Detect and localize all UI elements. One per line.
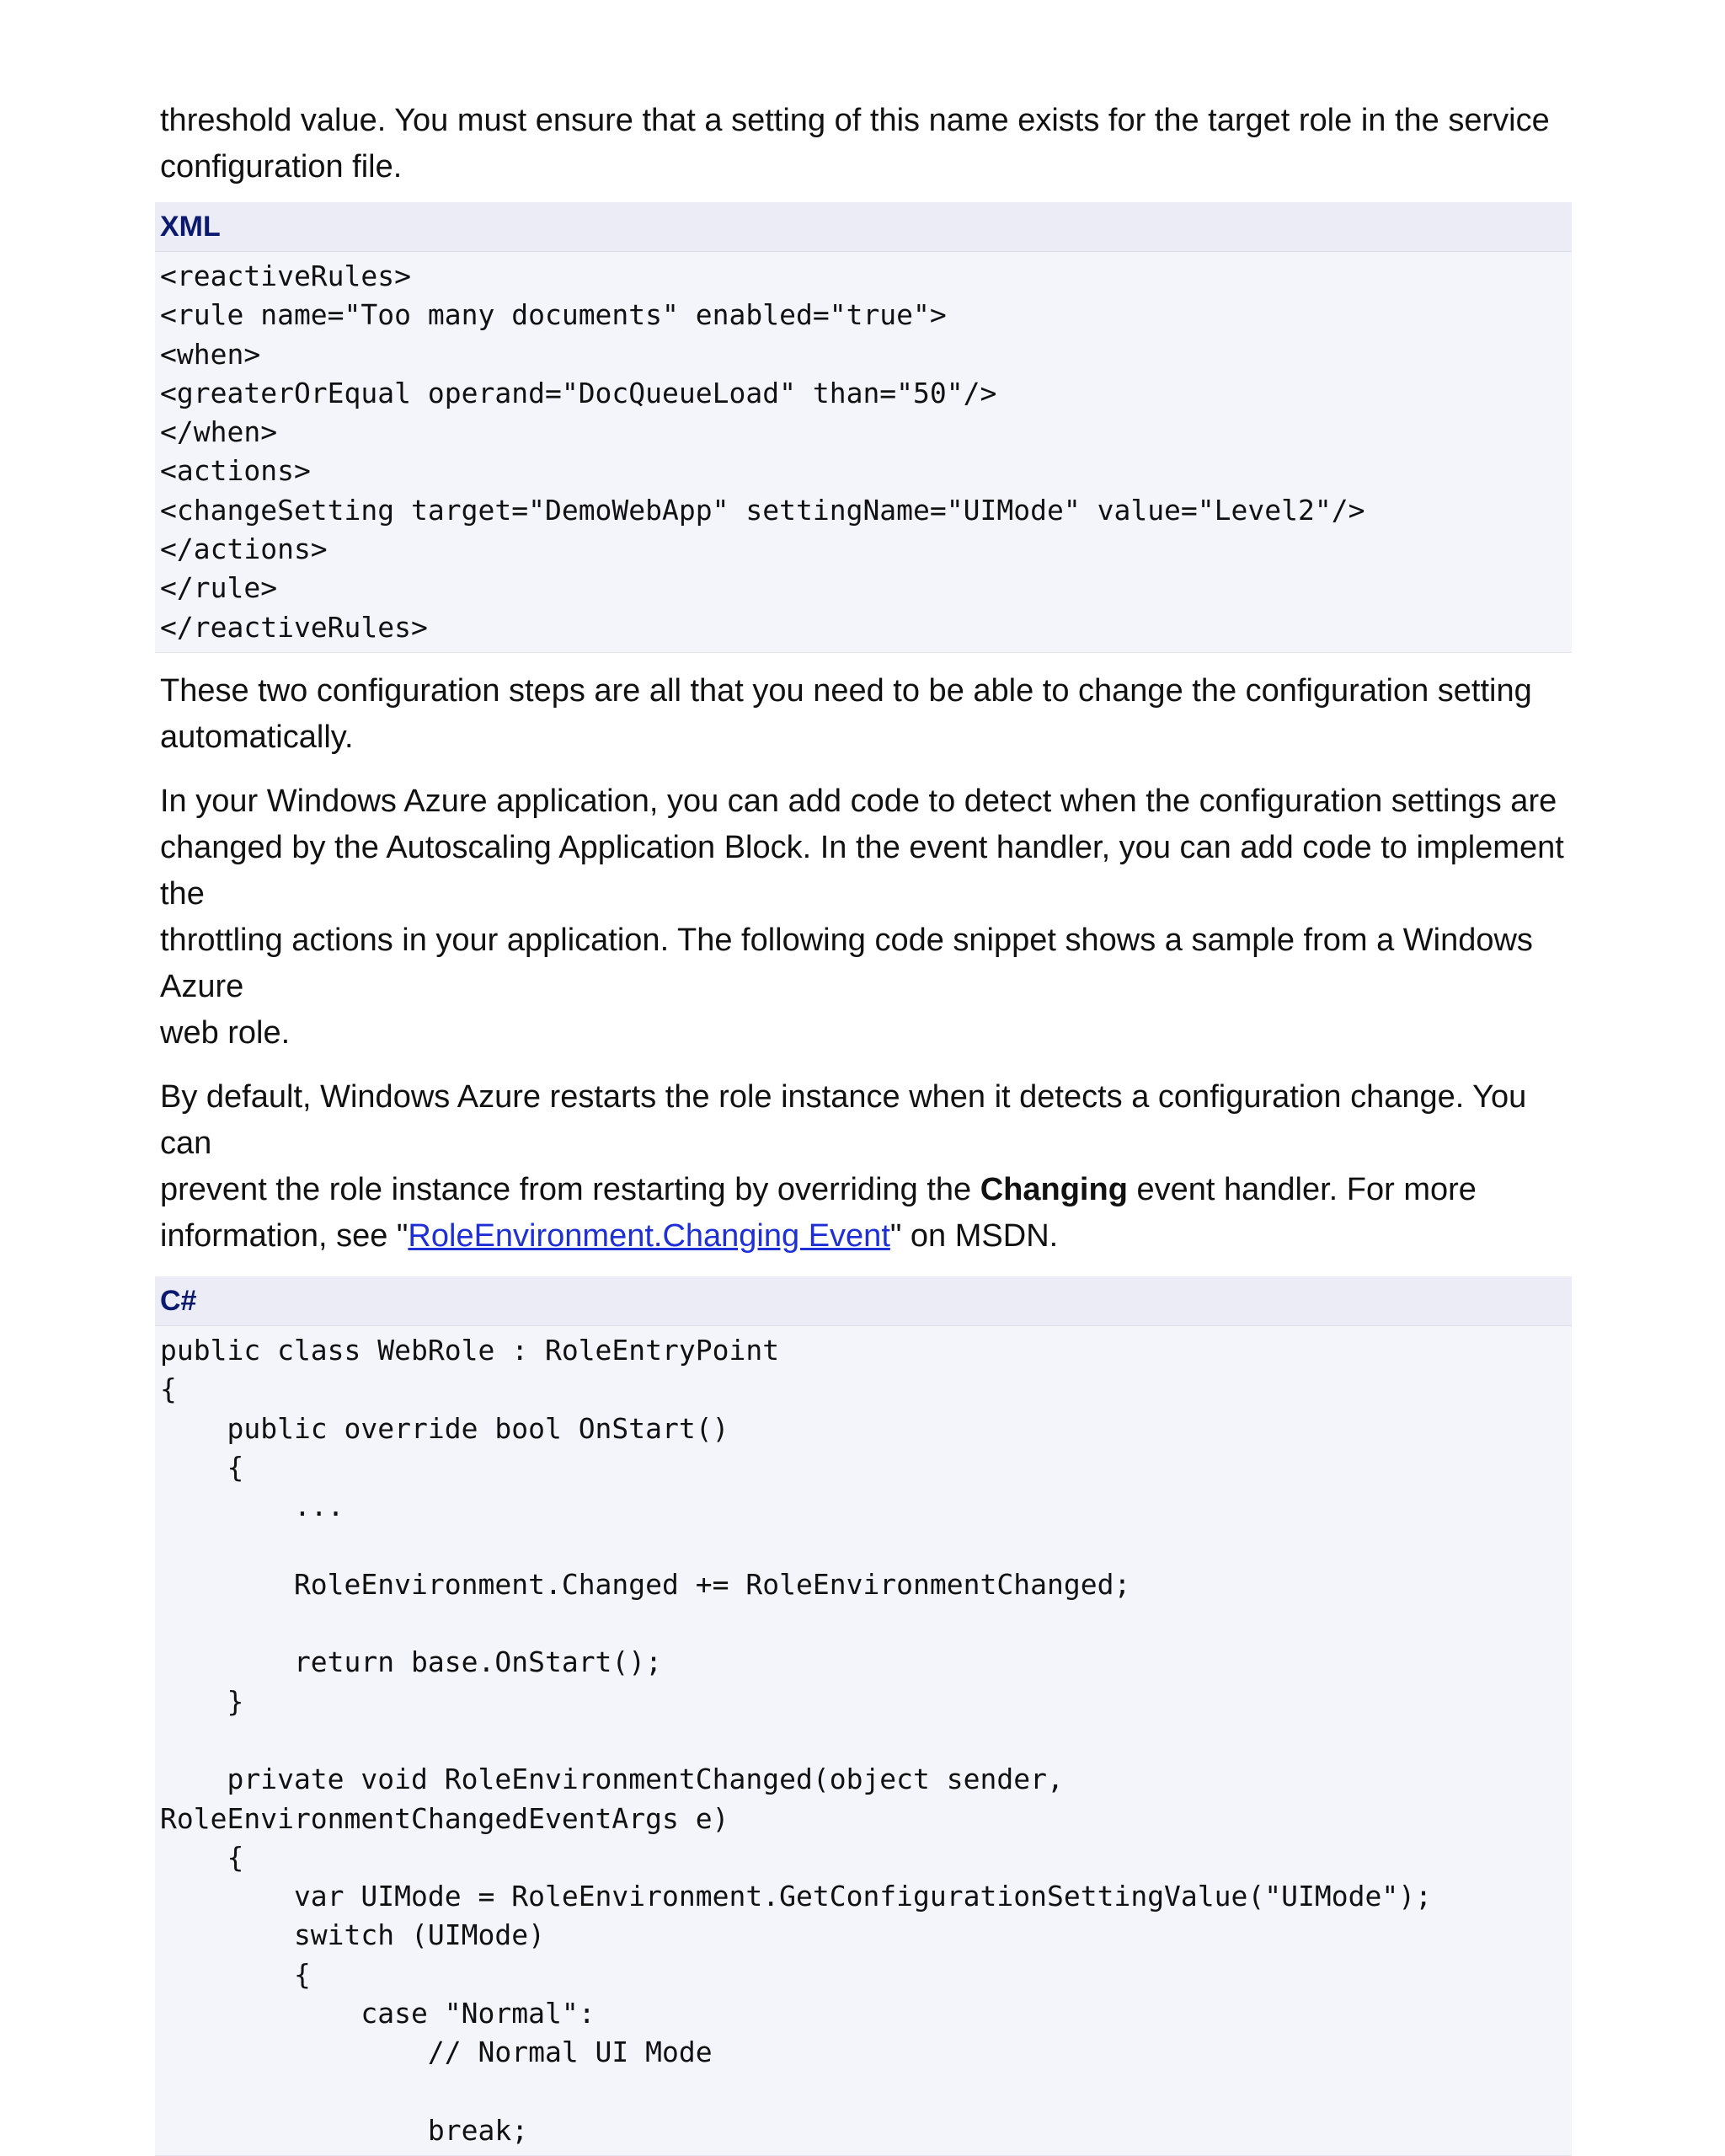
document-page (160, 98, 1572, 2156)
code-line: <changeSetting target="DemoWebApp" settingName="UIMode" value="Level2"/> (160, 493, 1365, 527)
steps-line: automatically. (160, 719, 354, 755)
code-line: // Normal UI Mode (160, 2036, 713, 2069)
xml-code-body (155, 252, 1572, 652)
code-line: private void RoleEnvironmentChanged(object sender, (160, 1763, 1064, 1796)
code-line: { (160, 1450, 244, 1484)
azure-line: throttling actions in your application. The following code snippet shows a sample from a Windows Azure (160, 922, 1533, 1004)
changing-keyword: Changing (980, 1171, 1128, 1207)
code-line: <actions> (160, 454, 311, 488)
intro-line: threshold value. You must ensure that a setting of this name exists for the target role in the service (160, 103, 1550, 138)
default-paragraph (160, 1074, 1572, 1260)
default-line: By default, Windows Azure restarts the role instance when it detects a configuration change. You can (160, 1078, 1527, 1161)
default-line-start: prevent the role instance from restarting by overriding the (160, 1171, 980, 1207)
code-line: public override bool OnStart() (160, 1411, 729, 1445)
steps-paragraph (160, 668, 1572, 761)
default-line-end: event handler. For more (1127, 1171, 1477, 1207)
csharp-code-block (155, 1276, 1572, 2156)
csharp-code-label: C# (155, 1276, 1572, 1326)
code-line (160, 2073, 1572, 2111)
code-line (160, 1721, 1572, 1760)
code-line: RoleEnvironmentChangedEventArgs e) (160, 1801, 729, 1835)
code-line: { (160, 1372, 177, 1406)
csharp-code-body (155, 1326, 1572, 2155)
code-line: return base.OnStart(); (160, 1645, 663, 1679)
code-line: <greaterOrEqual operand="DocQueueLoad" than="50"/> (160, 376, 997, 409)
default-line-start: information, see " (160, 1217, 409, 1254)
code-line (160, 1526, 1572, 1565)
code-line: </actions> (160, 532, 328, 566)
role-environment-changing-link[interactable]: RoleEnvironment.Changing Event (408, 1217, 890, 1254)
xml-code-label: XML (155, 202, 1572, 252)
code-line: { (160, 1840, 244, 1874)
code-line: </when> (160, 415, 278, 449)
intro-line: configuration file. (160, 149, 403, 185)
code-line: </rule> (160, 571, 278, 605)
steps-line: These two configuration steps are all that you need to be able to change the configuration setting (160, 672, 1532, 709)
code-line: { (160, 1957, 311, 1991)
intro-paragraph (160, 98, 1572, 190)
code-line: break; (160, 2113, 529, 2147)
code-line: RoleEnvironment.Changed += RoleEnvironmentChanged; (160, 1567, 1131, 1601)
code-line: <reactiveRules> (160, 259, 412, 292)
code-line (160, 1604, 1572, 1643)
azure-line: web role. (160, 1014, 291, 1051)
code-line: </reactiveRules> (160, 610, 428, 644)
code-line: <when> (160, 337, 261, 371)
xml-code-block (155, 202, 1572, 653)
code-line: var UIMode = RoleEnvironment.GetConfigurationSettingValue("UIMode"); (160, 1880, 1432, 1913)
code-line: public class WebRole : RoleEntryPoint (160, 1333, 780, 1367)
azure-line: changed by the Autoscaling Application Block. In the event handler, you can add code to implement the (160, 829, 1564, 912)
azure-line: In your Windows Azure application, you can add code to detect when the configuration settings are (160, 783, 1557, 819)
code-line: <rule name="Too many documents" enabled="true"> (160, 298, 947, 332)
code-line: ... (160, 1490, 344, 1523)
code-line: } (160, 1684, 244, 1718)
default-line-end: " on MSDN. (889, 1217, 1059, 1254)
code-line: case "Normal": (160, 1997, 595, 2030)
code-line: switch (UIMode) (160, 1918, 545, 1952)
azure-paragraph (160, 778, 1572, 1057)
